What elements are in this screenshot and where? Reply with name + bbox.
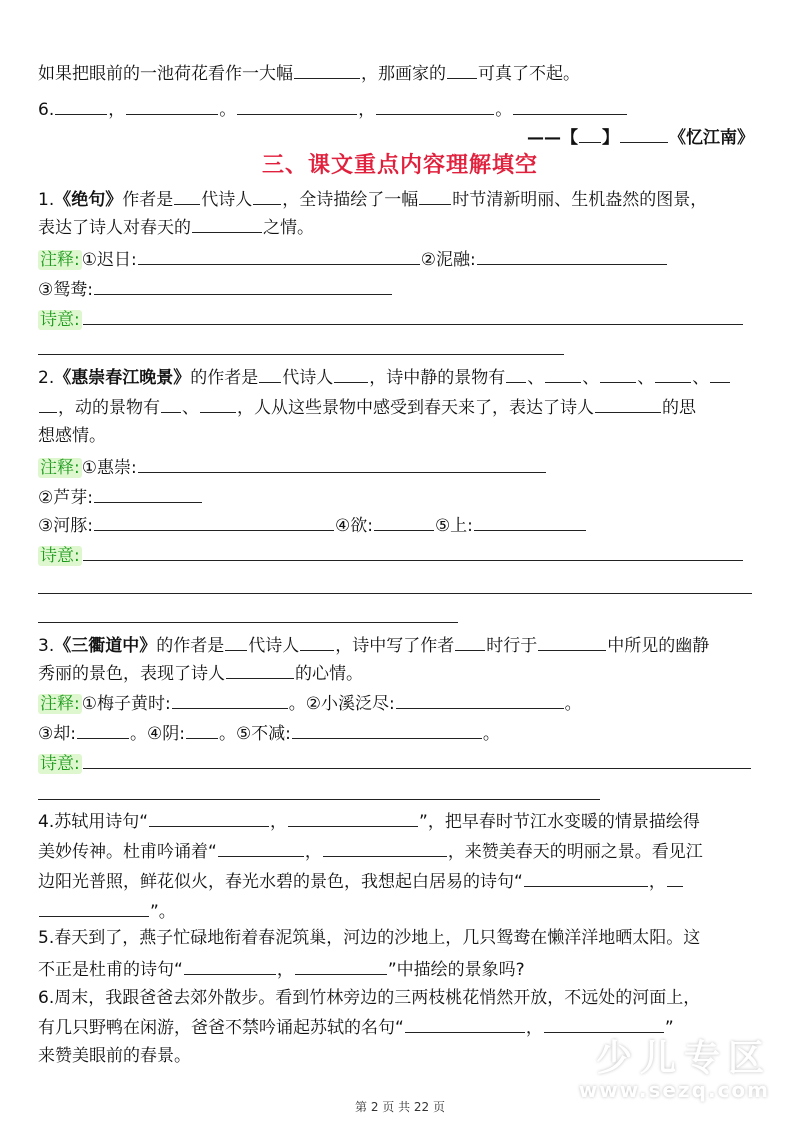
text: ，那画家的 <box>361 64 446 84</box>
q2-meaning <box>38 542 744 568</box>
q1-line-2 <box>38 214 314 240</box>
blank[interactable] <box>538 632 606 651</box>
text: ， <box>525 1018 543 1038</box>
text: 的思 <box>662 398 696 418</box>
blank[interactable] <box>83 750 751 769</box>
blank[interactable] <box>200 394 236 413</box>
poem-title: 《三衢道中》 <box>54 636 157 656</box>
text: 、 <box>692 368 710 388</box>
q4-line-2 <box>38 838 703 864</box>
text: 代诗人 <box>282 368 334 388</box>
text: ”，把早春时节江水变暖的情景描绘得 <box>419 812 700 832</box>
text: 有几只野鸭在闲游，爸爸不禁吟诵起苏轼的名句“ <box>38 1018 404 1038</box>
page-footer: 第 2 页 共 22 页 <box>355 1100 445 1114</box>
blank[interactable] <box>474 512 586 531</box>
q3-meaning <box>38 750 752 776</box>
text: ”。 <box>150 902 176 922</box>
text: 。 <box>218 724 236 744</box>
blank[interactable] <box>218 838 304 857</box>
text: 的作者是 <box>156 636 225 656</box>
poem-title: 《忆江南》 <box>669 128 754 148</box>
text: ，来赞美春天的明丽之景。看见江 <box>447 842 703 862</box>
text: ， <box>276 960 294 980</box>
q5-line-2 <box>38 956 525 982</box>
text: 】 <box>602 128 619 148</box>
q4-line-3 <box>38 868 684 894</box>
watermark-brand: 少儿专区 <box>595 1038 772 1079</box>
q2-line-3 <box>38 424 106 448</box>
note-term: ③鸳鸯: <box>38 280 93 300</box>
blank[interactable] <box>447 60 477 79</box>
text: ” <box>664 1018 674 1038</box>
blank[interactable] <box>138 454 546 473</box>
q3-line-2 <box>38 660 363 686</box>
text: 秀丽的景色，表现了诗人 <box>38 664 225 684</box>
answer-line[interactable] <box>38 354 564 355</box>
blank[interactable] <box>374 512 434 531</box>
blank[interactable] <box>595 394 661 413</box>
text: ， <box>648 872 666 892</box>
note-term: ⑤不减: <box>235 724 291 744</box>
text: ——【 <box>527 128 578 148</box>
q6-line-2 <box>38 1014 674 1040</box>
text: 中所见的幽静 <box>607 636 710 656</box>
text: 。 <box>129 724 147 744</box>
text: 边阳光普照，鲜花似火，春光水碧的景色，我想起白居易的诗句“ <box>38 872 523 892</box>
blank[interactable] <box>126 96 218 115</box>
text: 代诗人 <box>248 636 300 656</box>
blank[interactable] <box>225 632 247 651</box>
text: 不正是杜甫的诗句“ <box>38 960 183 980</box>
blank[interactable] <box>524 868 648 887</box>
question-number: 2. <box>38 368 55 388</box>
q2-notes-2 <box>38 484 203 510</box>
blank[interactable] <box>226 660 294 679</box>
meaning-label: 诗意: <box>40 754 80 774</box>
fill-line-top-1 <box>38 60 580 86</box>
blank[interactable] <box>376 96 494 115</box>
text: ，诗中静的景物有 <box>369 368 506 388</box>
blank[interactable] <box>94 276 392 295</box>
text: 时行于 <box>486 636 538 656</box>
q4-line-1 <box>38 808 700 834</box>
poem-title: 《绝句》 <box>54 190 123 210</box>
blank[interactable] <box>39 394 57 413</box>
text: 。 <box>495 100 513 120</box>
blank[interactable] <box>292 720 482 739</box>
annotation-label: 注释: <box>40 458 80 478</box>
note-term: ①梅子黄时: <box>81 694 171 714</box>
q1-notes-1 <box>38 246 668 272</box>
poem-source-line <box>527 124 754 150</box>
q2-notes-3 <box>38 512 587 538</box>
blank[interactable] <box>253 186 281 205</box>
q3-notes-1 <box>38 690 582 716</box>
q6-line-1 <box>38 986 700 1010</box>
annotation-label: 注释: <box>40 250 80 270</box>
text: 可真了不起。 <box>478 64 580 84</box>
blank[interactable] <box>334 364 368 383</box>
blank[interactable] <box>237 96 357 115</box>
meaning-label: 诗意: <box>40 310 80 330</box>
blank[interactable] <box>83 542 743 561</box>
blank[interactable] <box>455 632 485 651</box>
text: ， <box>108 100 126 120</box>
blank[interactable] <box>579 124 601 143</box>
text: 。 <box>482 724 500 744</box>
text: 表达了诗人对春天的 <box>38 218 191 238</box>
text: 想感情。 <box>38 426 106 446</box>
blank[interactable] <box>405 1014 525 1033</box>
text: 。 <box>219 100 237 120</box>
text: 。 <box>288 694 306 714</box>
text: ， <box>270 812 288 832</box>
blank[interactable] <box>138 246 420 265</box>
blank[interactable] <box>620 124 668 143</box>
q6-line-3 <box>38 1044 191 1068</box>
text: 代诗人 <box>201 190 253 210</box>
text: 。 <box>564 694 582 714</box>
blank[interactable] <box>506 364 526 383</box>
watermark-url: www.sezq.com <box>578 1078 770 1102</box>
fill-line-top-2 <box>38 96 628 122</box>
text: ，动的景物有 <box>58 398 160 418</box>
q2-line-1 <box>38 364 731 390</box>
q2-notes-1 <box>38 454 547 480</box>
text: 如果把眼前的一池荷花看作一大幅 <box>38 64 293 84</box>
blank[interactable] <box>39 898 149 917</box>
blank[interactable] <box>172 690 288 709</box>
blank[interactable] <box>667 868 683 887</box>
question-number: 1. <box>38 190 55 210</box>
note-term: ①迟日: <box>81 250 137 270</box>
blank[interactable] <box>655 364 691 383</box>
blank[interactable] <box>288 808 418 827</box>
text: 之情。 <box>263 218 314 238</box>
blank[interactable] <box>710 364 730 383</box>
blank[interactable] <box>295 956 387 975</box>
q5-line-1 <box>38 926 700 950</box>
meaning-label: 诗意: <box>40 546 80 566</box>
blank[interactable] <box>477 246 667 265</box>
answer-line[interactable] <box>38 593 752 594</box>
q1-line-1 <box>38 186 707 212</box>
text: 、 <box>182 398 199 418</box>
text: 、 <box>582 368 600 388</box>
q1-meaning <box>38 306 744 332</box>
question-number: 3. <box>38 636 55 656</box>
text: 的作者是 <box>190 368 259 388</box>
text: ，人从这些景物中感受到春天来了，表达了诗人 <box>237 398 594 418</box>
blank[interactable] <box>77 720 129 739</box>
text: 来赞美眼前的春景。 <box>38 1046 191 1066</box>
text: 美妙传神。杜甫吟诵着“ <box>38 842 217 862</box>
note-term: ②小溪泛尽: <box>305 694 395 714</box>
text: 的心情。 <box>295 664 363 684</box>
blank[interactable] <box>174 186 200 205</box>
text: 、 <box>637 368 655 388</box>
note-term: ④欲: <box>334 516 373 536</box>
annotation-label: 注释: <box>40 694 80 714</box>
section-title: 三、课文重点内容理解填空 <box>261 153 538 178</box>
blank[interactable] <box>149 808 269 827</box>
note-term: ③却: <box>38 724 76 744</box>
text: 、 <box>527 368 545 388</box>
note-term: ①惠崇: <box>81 458 137 478</box>
blank[interactable] <box>300 632 334 651</box>
text: 4.苏轼用诗句“ <box>38 812 149 832</box>
blank[interactable] <box>94 484 202 503</box>
text: ， <box>358 100 376 120</box>
text: 5.春天到了，燕子忙碌地衔着春泥筑巢，河边的沙地上，几只鸳鸯在懒洋洋地晒太阳。这 <box>38 928 701 948</box>
q3-line-1 <box>38 632 709 658</box>
blank[interactable] <box>161 394 181 413</box>
blank[interactable] <box>186 720 218 739</box>
blank[interactable] <box>184 956 276 975</box>
note-term: ②芦芽: <box>38 488 93 508</box>
text: 作者是 <box>122 190 174 210</box>
blank[interactable] <box>83 306 743 325</box>
blank[interactable] <box>600 364 636 383</box>
blank[interactable] <box>323 838 447 857</box>
answer-line[interactable] <box>38 622 458 623</box>
blank[interactable] <box>192 214 262 233</box>
text: ”中描绘的景象吗? <box>387 960 525 980</box>
blank[interactable] <box>419 186 451 205</box>
answer-line[interactable] <box>38 799 600 800</box>
text: ，诗中写了作者 <box>335 636 455 656</box>
text: 6.周末，我跟爸爸去郊外散步。看到竹林旁边的三两枝桃花悄然开放，不远处的河面上， <box>38 988 701 1008</box>
note-term: ⑤上: <box>434 516 473 536</box>
poem-title: 《惠崇春江晚景》 <box>54 368 191 388</box>
note-term: ②泥融: <box>420 250 476 270</box>
note-term: ④阴: <box>146 724 185 744</box>
question-number: 6. <box>38 100 55 120</box>
blank[interactable] <box>55 96 107 115</box>
blank[interactable] <box>259 364 281 383</box>
note-term: ③河豚: <box>38 516 93 536</box>
text: ，全诗描绘了一幅 <box>282 190 419 210</box>
blank[interactable] <box>513 96 627 115</box>
q1-notes-2 <box>38 276 393 302</box>
blank[interactable] <box>545 364 581 383</box>
blank[interactable] <box>94 512 334 531</box>
q4-line-4 <box>38 898 176 924</box>
q2-line-2 <box>38 394 696 420</box>
text: ， <box>304 842 322 862</box>
text: 时节清新明丽、生机盎然的图景， <box>452 190 708 210</box>
blank[interactable] <box>396 690 564 709</box>
q3-notes-2 <box>38 720 500 746</box>
blank[interactable] <box>294 60 360 79</box>
